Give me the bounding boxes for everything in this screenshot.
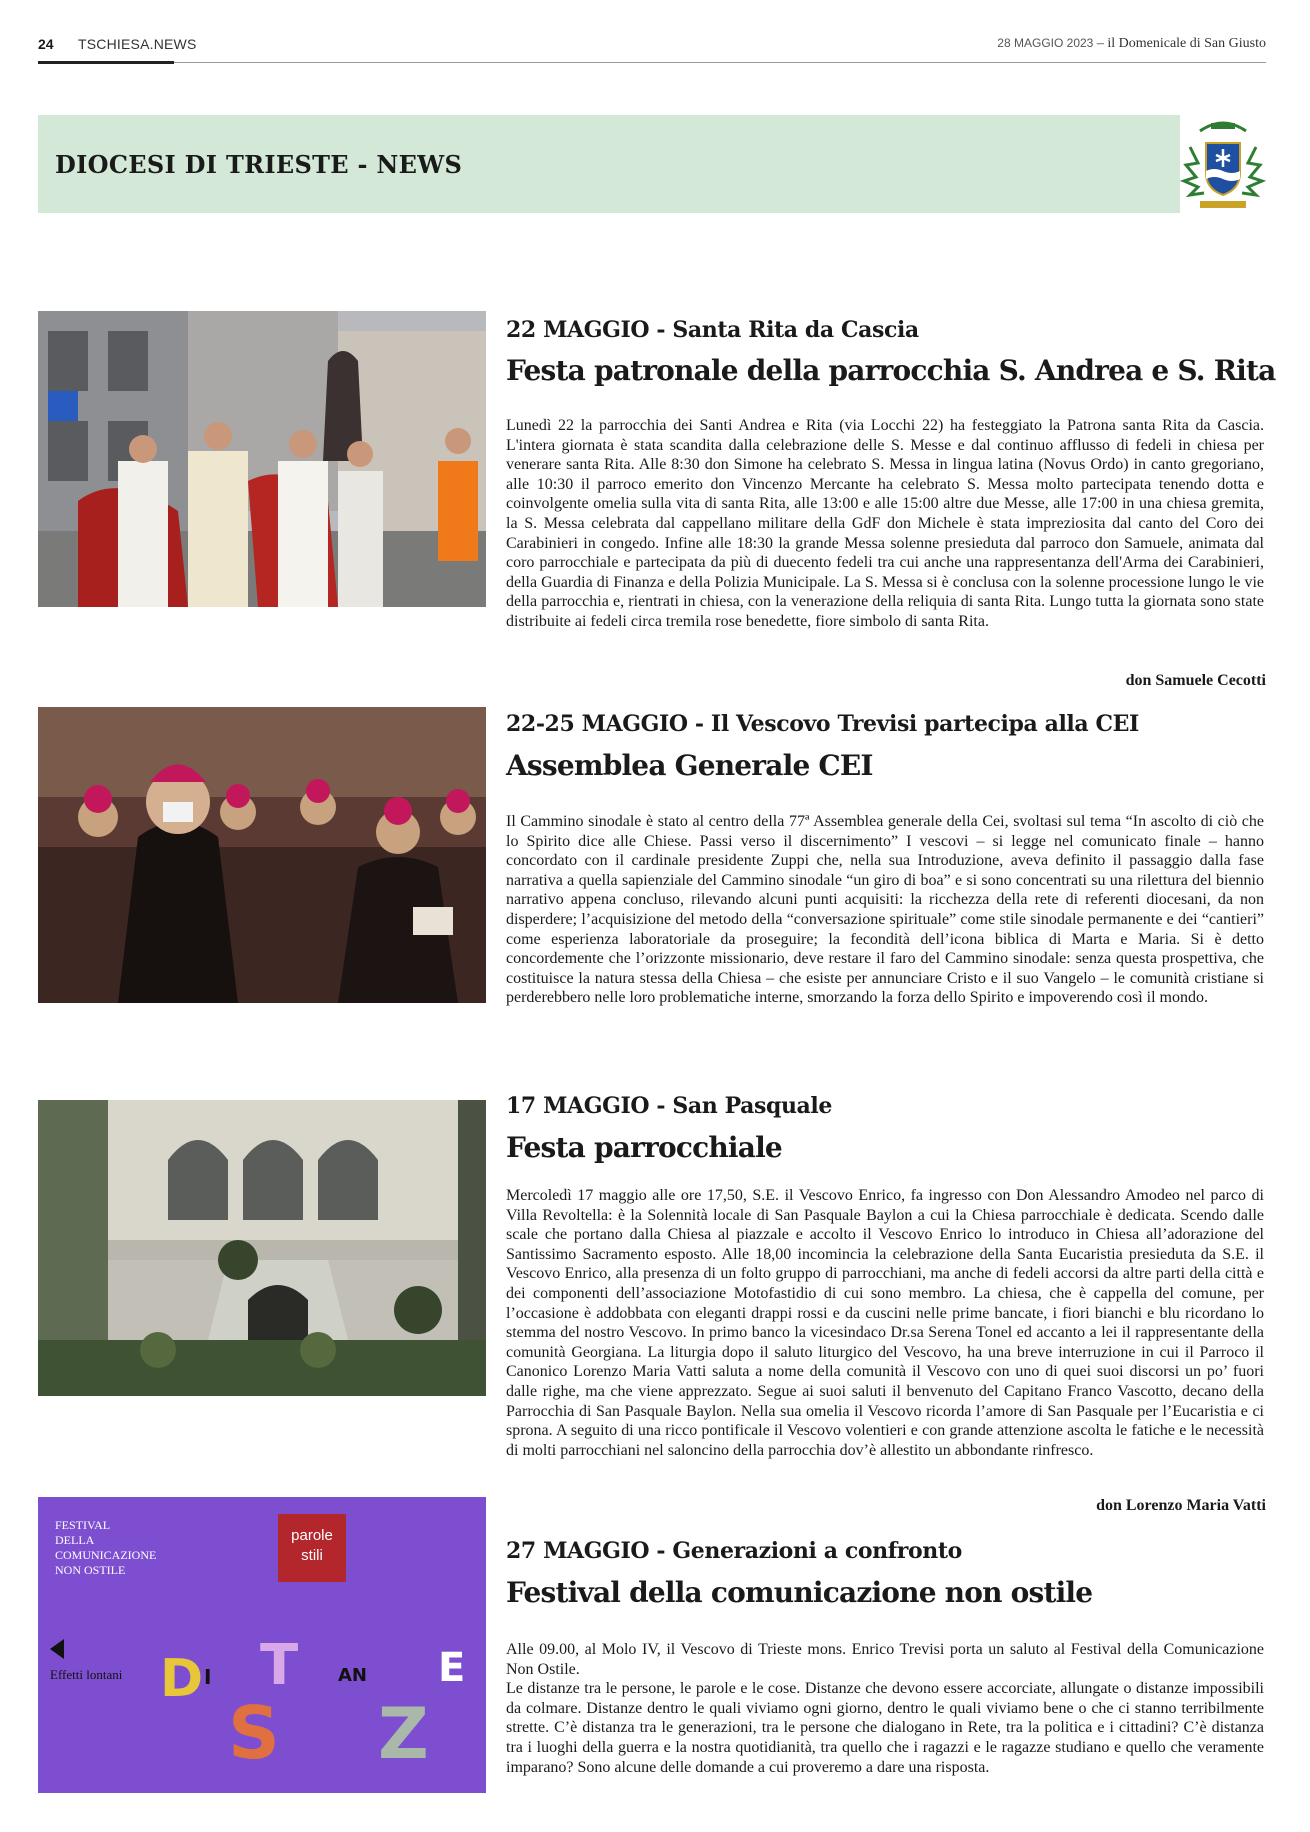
article-body: Mercoledì 17 maggio alle ore 17,50, S.E. il Vescovo Enrico, fa ingresso con Don Alessandro Amodeo nel parco di Villa Revoltella: è la Solennità locale di San Pasquale Baylon a cui la Chiesa parrocchiale è dedicata. Scendo dalle scale che portano dalla Chiesa al piazzale e accolto il Vescovo Enrico lo introduco in Chiesa all’adorazione del Santissimo Sacramento esposto. Alle 18,00 incomincia la celebrazione della Santa Eucaristia presieduta da S.E. il Vescovo Enrico, alla presenza di un folto gruppo di parrocchiani, ma anche di fedeli accorsi da altre parti della città e dei componenti dell’associazione Motofastidio di cui sono membro. La chiesa, che è cappella del comune, per l’occasione è addobbata con eleganti drappi rossi e da cuscini nelle prime bancate, i fiori bianchi e blu ricordano lo stemma del nostro Vescovo. In primo banco la vicesindaco Dr.sa Serena Tonel ed accanto a lei il rappresentante della comunità Georgiana. La liturgia dopo il saluto liturgico del Vescovo, ha una breve interruzione in cui il Parroco il Canonico Lorenzo Maria Vatti saluta a nome della comunità il Vescovo con uno di quei suoi discorsi un po’ fuori dalle righe, ma che viene apprezzato. Segue ai suoi saluti il benvenuto del Capitano Franco Vascotto, decano della Parrocchia di San Pasquale Baylon. Nella sua omelia il Vescovo ricorda l’amore di San Pasquale per l’Eucaristia e ci sprona. A seguito di una ricco pontificale il Vescovo volentieri e con grande attenzione ascolta le fatiche e le necessità di molti parrocchiani nel saloncino della parrocchia dov’è allestito un abbondante rinfresco. [506, 1187, 1264, 1459]
article-headline: Festa parrocchiale [506, 1131, 782, 1164]
article-body: Lunedì 22 la parrocchia dei Santi Andrea e Rita (via Locchi 22) ha festeggiato la Patrona santa Rita da Cascia. L'intera giornata è stata scandita dalla celebrazione delle S. Messe e dal continuo afflusso di fedeli in chiesa per venerare santa Rita. Alle 8:30 don Simone ha celebrato S. Messa in lingua latina (Novus Ordo) in canto gregoriano, alle 10:30 il parroco emerito don Vincenzo Mercante ha celebrato S. Messa molto partecipata tenendo dotta e coinvolgente omelia sulla vita di santa Rita, alle 13:00 e alle 15:00 altre due Messe, alle 17:00 in una chiesa gremita, la S. Messa celebrata dal cappellano militare della GdF don Michele è stata impreziosita dal canto del Coro dei Carabinieri in congedo. Infine alle 18:30 la grande Messa solenne presieduta dal parroco don Samuele, animata dal coro parrocchiale e partecipata da più di duecento fedeli tra cui anche una rappresentanza dell'Arma dei Carabinieri, della Guardia di Finanza e della Polizia Municipale. La S. Messa si è conclusa con la solenne processione lungo le vie della parrocchia e, rientrati in chiesa, con la venerazione della reliquia di santa Rita. Lungo tutta la giornata sono state distribuite ai fedeli circa tremila rose benedette, fiore simbolo di santa Rita. [506, 417, 1264, 630]
article-headline: Festa patronale della parrocchia S. Andrea e S. Rita [506, 354, 1276, 387]
publication-name: il Domenicale di San Giusto [1107, 36, 1266, 51]
article-headline: Festival della comunicazione non ostile [506, 1576, 1093, 1609]
article-kicker: 17 MAGGIO - San Pasquale [506, 1093, 832, 1119]
photo-cei-bishops [38, 707, 486, 1003]
poster-festival-line: NON OSTILE [55, 1563, 126, 1577]
article-kicker: 22-25 MAGGIO - Il Vescovo Trevisi partecipa alla CEI [506, 711, 1139, 737]
bishop-coat-of-arms [1180, 113, 1266, 213]
photo-santa-rita-procession [38, 311, 486, 607]
poster-letter-i: I [204, 1665, 212, 1689]
article-paragraph: Le distanze tra le persone, le parole e le cose. Distanze che devono essere accorciate, allungate o distanze impossibili da colmare. Distanze dentro le quali viviamo ogni giorno, dentro le quali viviamo bene o che ci stanno terribilmente strette. C’è distanza tra le generazioni, tra le persone che dialogano in Rete, tra la politica e i cittadini? C’è distanza tra i luoghi della guerra e la nostra quotidianità, tra quello che i ragazzi e le ragazze studiano e quello che veramente imparano? Sono alcune delle domande a cui proveremo a dare una risposta. [506, 1680, 1264, 1776]
article-body [506, 1640, 1264, 1777]
poster-letter-z: Z [378, 1693, 429, 1775]
poster-festival-line: COMUNICAZIONE [55, 1548, 157, 1562]
poster-tagline: Effetti lontani [50, 1667, 123, 1682]
header-divider-accent [38, 61, 174, 64]
poster-letter-e: E [438, 1645, 466, 1691]
back-arrow-icon [50, 1639, 64, 1659]
article-signature: don Lorenzo Maria Vatti [1096, 1497, 1266, 1514]
article-paragraph: Alle 09.00, al Molo IV, il Vescovo di Trieste mons. Enrico Trevisi porta un saluto al Festival della Comunicazione Non Ostile. [506, 1641, 1264, 1678]
festival-poster [38, 1497, 486, 1793]
article-kicker: 22 MAGGIO - Santa Rita da Cascia [506, 317, 919, 343]
header-divider [38, 62, 1266, 63]
section-title: DIOCESI DI TRIESTE - NEWS [55, 150, 463, 179]
poster-letter-s: S [228, 1691, 280, 1775]
article-headline: Assemblea Generale CEI [506, 749, 873, 782]
poster-letter-d: D [160, 1649, 204, 1709]
issue-date: 28 MAGGIO 2023 [997, 36, 1094, 50]
poster-festival-line: DELLA [55, 1533, 95, 1547]
parole-ostili-logo [278, 1514, 346, 1582]
issue-separator: – [1093, 36, 1108, 51]
site-name[interactable]: TSCHIESA.NEWS [78, 36, 197, 52]
photo-san-pasquale-church [38, 1100, 486, 1396]
article-body: Il Cammino sinodale è stato al centro della 77ª Assemblea generale della Cei, svoltasi sul tema “In ascolto di ciò che lo Spirito dice alle Chiese. Passi verso il discernimento” I vescovi – si legge nel comunicato finale – hanno concordato con il cardinale presidente Zuppi che, nella sua Introduzione, aveva definito il passaggio dalla fase narrativa a quella sapienziale del Cammino sinodale “un giro di boa” e si sono concentrati su una rilettura del biennio narrativo appena concluso, rilevando alcuni punti acquisiti: la ricchezza della rete di referenti diocesani, da non disperdere; l’acquisizione del metodo della “conversazione spirituale” come stile sinodale permanente e dei “cantieri” come esperienza laboratoriale da proseguire; la fecondità dell’icona biblica di Marta e Maria. Si è detto concordemente che l’orizzonte missionario, deve restare il faro del Cammino sinodale: senza questa prospettiva, che costituisce la natura stessa della Chiesa – che esiste per annunciare Cristo e il suo Vangelo – le comunità cristiane si perderebbero nelle loro problematiche interne, smorzando la forza dello Spirito e impoverendo così il mondo. [506, 813, 1264, 1007]
poster-festival-line: FESTIVAL [55, 1518, 111, 1532]
logo-word: stili [301, 1547, 323, 1564]
poster-letters-an: AN [338, 1665, 367, 1686]
logo-word: parole [291, 1527, 333, 1544]
page-number: 24 [38, 36, 54, 52]
article-signature: don Samuele Cecotti [1125, 672, 1266, 689]
poster-letter-t: T [260, 1633, 299, 1698]
issue-info [997, 36, 1266, 52]
article-kicker: 27 MAGGIO - Generazioni a confronto [506, 1538, 962, 1564]
